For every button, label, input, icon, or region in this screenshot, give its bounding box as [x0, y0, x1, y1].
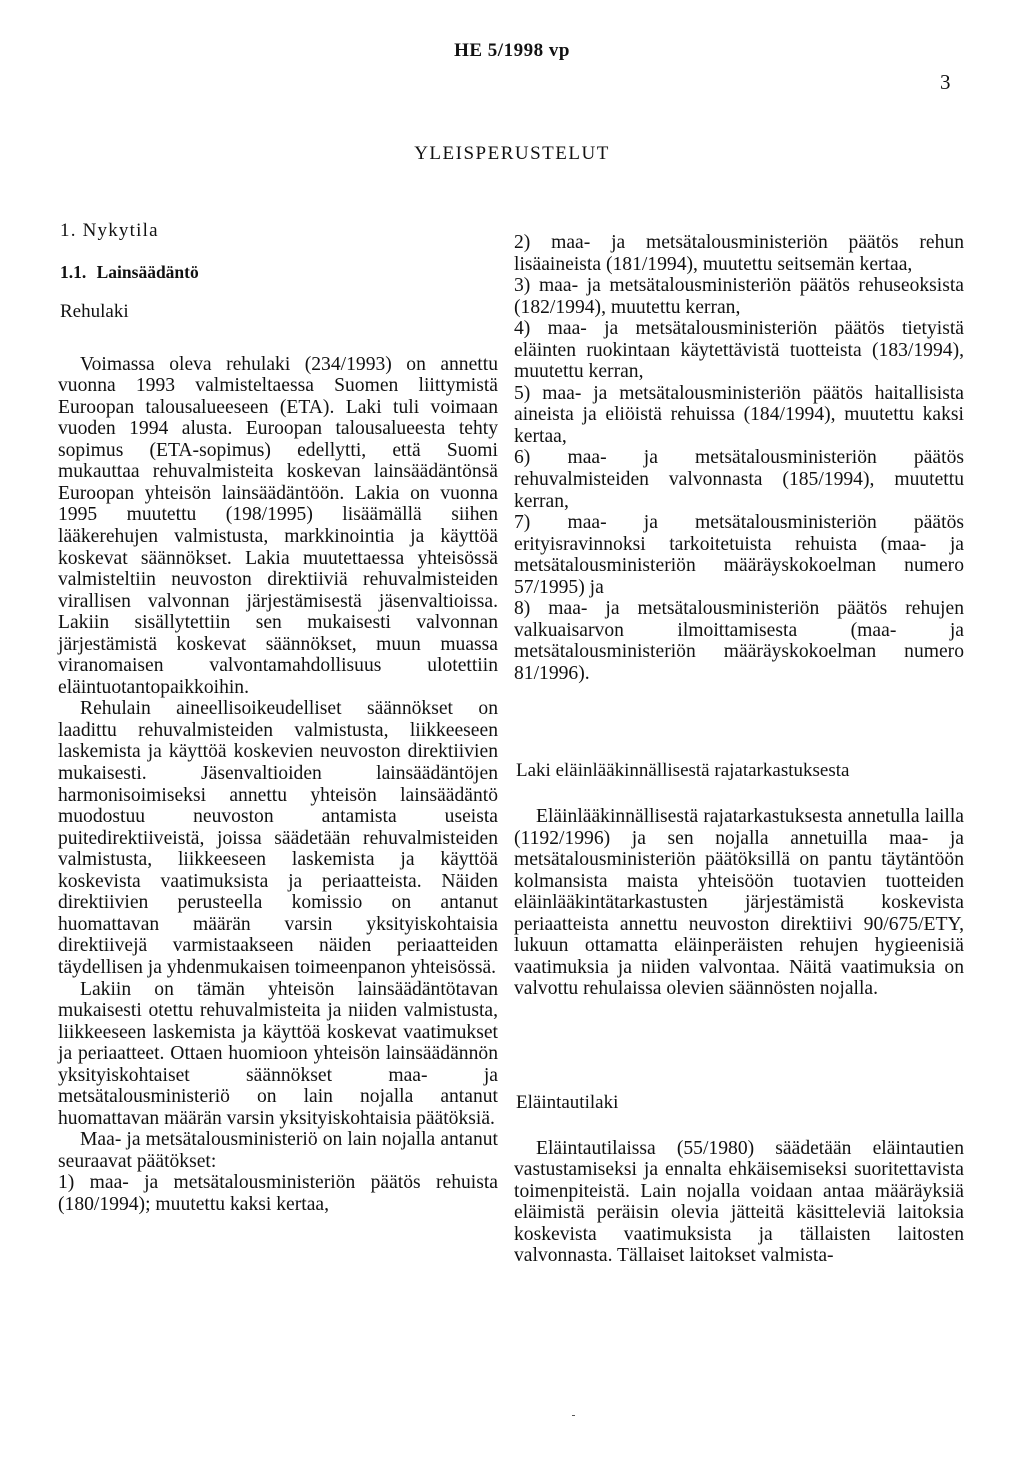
list-item: [514, 512, 964, 598]
list-marker: 2): [514, 232, 531, 253]
list-text: maa- ja metsätalousministeriön päätös rehuseoksista (182/1994), muutettu kerran,: [514, 275, 964, 318]
paragraph: Eläinlääkinnällisestä rajatarkastuksesta annetulla lailla (1192/1996) ja sen nojalla annetuilla maa- ja metsätalousministeriön päätöksillä on pantu täytäntöön kolmansista maista yhteisöön tuotavien tuotteiden eläinlääkintätarkastusten järjestämistä koskevista periaatteista annettu neuvoston direktiivi 90/675/ETY, lukuun ottamatta eläinperäisten rehujen hygieenisiä vaatimuksia ja niiden valvontaa. Näitä vaatimuksia on valvottu rehulaissa olevien säännösten nojalla.: [514, 806, 964, 1000]
list-marker: 7): [514, 512, 531, 534]
section-number: 1.: [60, 220, 77, 241]
body-text: [58, 354, 498, 1216]
list-item: [514, 275, 964, 318]
list-text: maa- ja metsätalousministeriön päätös rehun lisäaineista (181/1994), muutettu seitsemän kertaa,: [514, 232, 964, 275]
subsection-title-animal-disease: Eläintautilaki: [516, 1091, 619, 1113]
list-item: [514, 383, 964, 448]
paragraph: Voimassa oleva rehulaki (234/1993) on annettu vuonna 1993 valmisteltaessa Suomen liittymistä Euroopan talousalueeseen (ETA). Laki tuli voimaan vuoden 1994 alusta. Euroopan talousalueesta tehty sopimus (ETA-sopimus) edellytti, että Suomi mukauttaa rehuvalmisteita koskevan lainsäädäntönsä Euroopan yhteisön lainsäädäntöön. Lakia on vuonna 1995 muutettu (198/1995) lisäämällä siihen lääkerehujen valmistusta, markkinointia ja käyttöä koskevat säännökset. Lakia muutettaessa yhteisössä valmisteltiin neuvoston direktiiviä rehuvalmisteiden virallisen valvonnan järjestämisestä jäsenvaltioissa. Lakiin sisällytettiin sen mukaisesti valvonnan järjestämistä koskevat säännökset, muun muassa viranomaisen valvontamahdollisuus ulotettiin eläintuotantopaikkoihin.: [58, 353, 498, 698]
document-id: HE 5/1998 vp: [454, 40, 570, 61]
body-text: [514, 806, 964, 1000]
list-item: [514, 447, 964, 512]
section-heading: [60, 220, 498, 242]
section-title: Nykytila: [82, 220, 159, 241]
list-marker: 5): [514, 382, 531, 404]
list-marker: 3): [514, 275, 531, 297]
subsection-title-border-inspection: Laki eläinlääkinnällisestä rajatarkastuksesta: [516, 760, 850, 782]
list-text: maa- ja metsätalousministeriön päätös haitallisista aineista ja eliöistä rehuissa (184/1994), muutettu kaksi kertaa,: [514, 382, 965, 447]
subsection-heading: [60, 262, 498, 284]
list-marker: 8): [514, 598, 531, 620]
scan-speck: [572, 1415, 575, 1416]
list-item: [514, 232, 964, 275]
subsection-title: Lainsäädäntö: [96, 261, 199, 282]
page-number: 3: [940, 70, 951, 94]
list-marker: 6): [514, 447, 531, 469]
paragraph: Lakiin on tämän yhteisön lainsäädäntötavan mukaisesti otettu rehuvalmisteita ja niiden valmistusta, liikkeeseen laskemista ja käyttöä koskevat vaatimukset ja periaatteet. Ottaen huomioon yhteisön lainsäädännön yksityiskohtaiset säännökset maa- ja metsätalousministeriö on lain nojalla antanut huomattavan määrän varsin yksityiskohtaisia päätöksiä.: [58, 978, 498, 1129]
body-text: [514, 1138, 964, 1267]
list-item: [514, 598, 964, 684]
right-column: [514, 232, 964, 1267]
list-text: maa- ja metsätalousministeriön päätös tietyistä eläinten ruokintaan käytettävistä tuotteista (183/1994), muutettu kerran,: [514, 318, 964, 383]
list-text: maa- ja metsätalousministeriön päätös rehuvalmisteiden valvonnasta (185/1994), muutettu kerran,: [514, 447, 964, 512]
paragraph: Eläintautilaissa (55/1980) säädetään eläintautien vastustamiseksi ja ennalta ehkäisemiseksi suoritettavista toimenpiteistä. Lain nojalla voidaan antaa määräyksiä eläimistä peräisin olevia jätteitä käsitteleviä laitoksia koskevista vaatimuksista ja tällaisten laitosten valvonnasta. Tällaiset laitokset valmista-: [514, 1137, 964, 1267]
left-column: [58, 220, 498, 1216]
paragraph: Rehulain aineellisoikeudelliset säännökset on laadittu rehuvalmisteiden valmistusta, liikkeeseen laskemista ja käyttöä koskevien neuvoston direktiivien mukaisesti. Jäsenvaltioiden lainsäädäntöjen harmonisoimiseksi annettu yhteisön lainsäädäntö muodostuu neuvoston antamista useista puitedirektiiveistä, joissa säädetään rehuvalmisteiden valmistusta, liikkeeseen laskemista ja käyttöä koskevista vaatimuksista ja periaatteista. Näiden direktiivien perusteella komissio on antanut huomattavan määrän varsin yksityiskohtaisia direktiivejä varmistaakseen näiden periaatteiden täydellisen ja yhdenmukaisen toimeenpanon yhteisössä.: [58, 698, 498, 978]
main-heading: YLEISPERUSTELUT: [414, 143, 610, 164]
paragraph: Maa- ja metsätalousministeriö on lain nojalla antanut seuraavat päätökset:: [58, 1129, 498, 1172]
subsection-number: 1.1.: [60, 261, 87, 282]
list-item: [58, 1172, 498, 1215]
list-text: maa- ja metsätalousministeriön päätös rehujen valkuaisarvon ilmoittamisesta (maa- ja metsätalousministeriön määräyskokoelman numero 81/1996).: [514, 598, 964, 684]
list-item: [514, 318, 964, 383]
subsubsection-title: Rehulaki: [60, 301, 129, 323]
list-marker: 4): [514, 318, 531, 340]
body-text: [514, 232, 964, 684]
list-text: maa- ja metsätalousministeriön päätös erityisravinnoksi tarkoitetuista rehuista (maa- ja metsätalousministeriön määräyskokoelman numero 57/1995) ja: [514, 512, 964, 598]
list-text: maa- ja metsätalousministeriön päätös rehuista (180/1994); muutettu kaksi kertaa,: [58, 1172, 498, 1215]
list-marker: 1): [58, 1172, 75, 1194]
